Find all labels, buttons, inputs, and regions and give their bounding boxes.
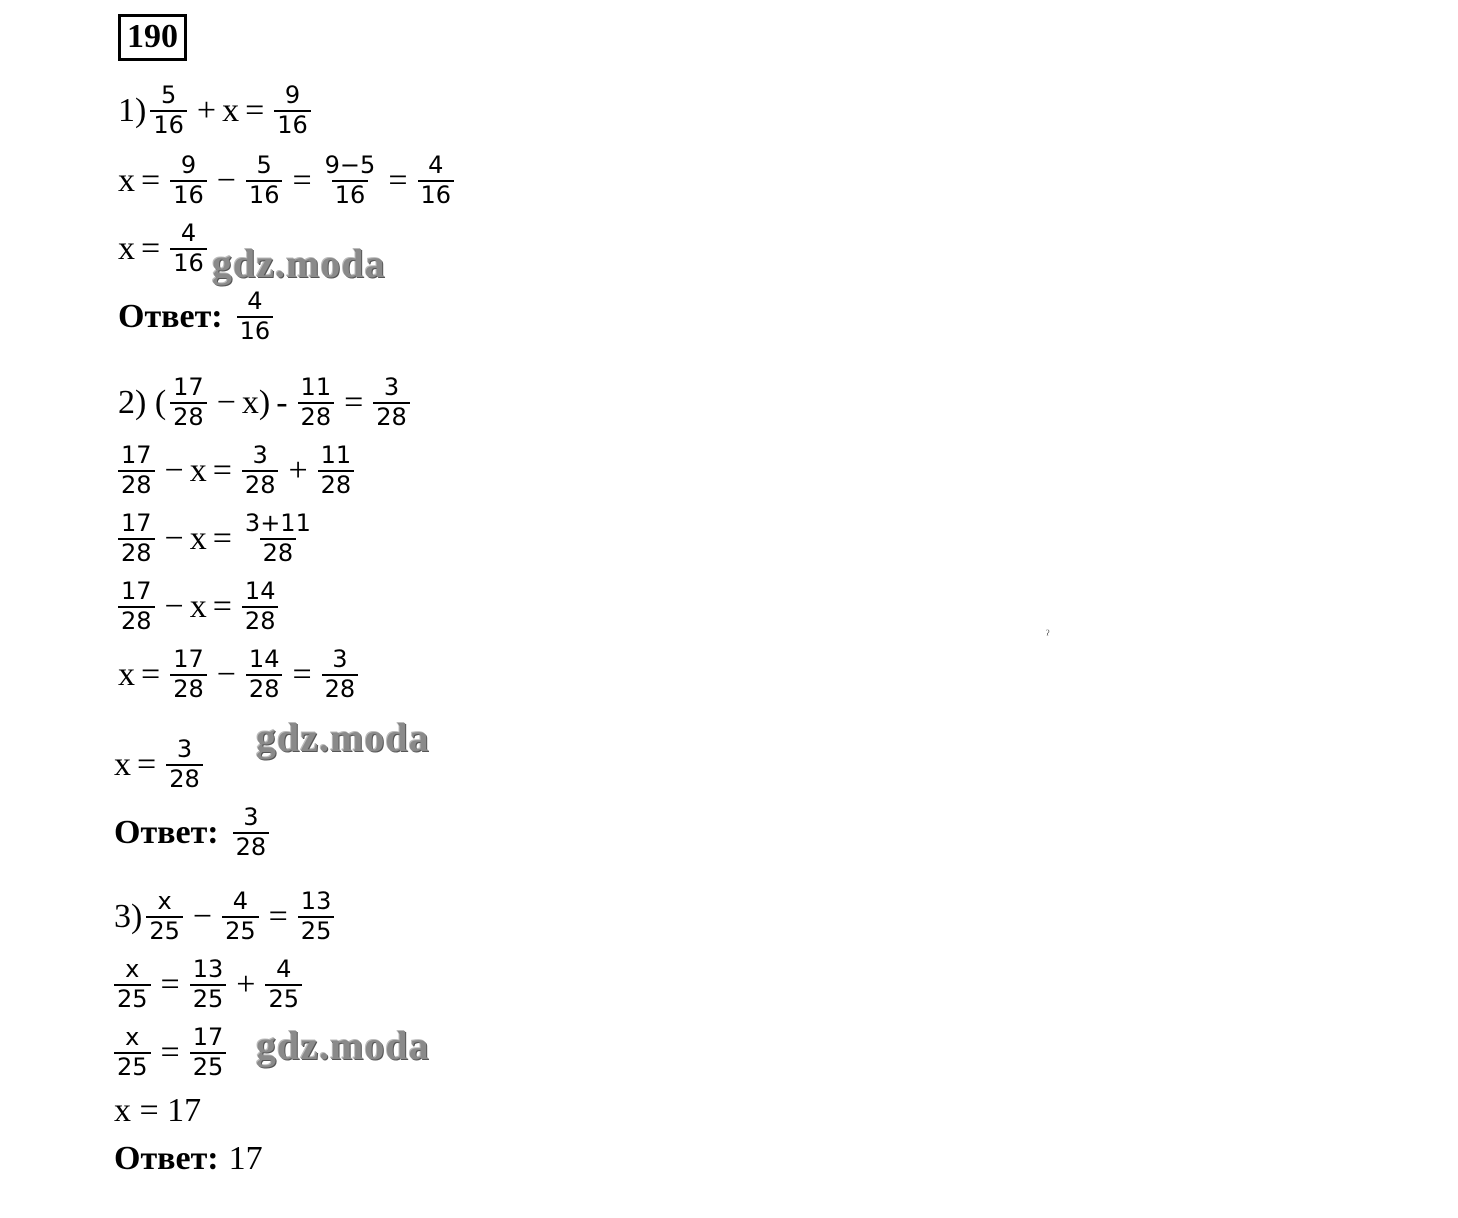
fraction: $\frac{11}{28}$ <box>298 374 335 431</box>
fraction: $\frac{17}{28}$ <box>170 646 207 703</box>
p3-line-3: $\frac{x}{25}$ = $\frac{17}{25}$ <box>110 1024 230 1081</box>
p2-label: 2) ( <box>118 383 167 421</box>
fraction: $\frac{4}{16}$ <box>418 152 455 209</box>
fraction: $\frac{17}{28}$ <box>170 374 207 431</box>
fraction: $\frac{3}{28}$ <box>373 374 410 431</box>
fraction: $\frac{x}{25}$ <box>114 1024 151 1081</box>
fraction: $\frac{4}{25}$ <box>265 956 302 1013</box>
fraction: $\frac{9}{16}$ <box>274 82 311 139</box>
p3-line-2: $\frac{x}{25}$ = $\frac{13}{25}$ + $\frac{4}{25}$ <box>110 956 306 1013</box>
watermark: gdz.moda <box>212 241 386 286</box>
fraction: $\frac{9-5}{16}$ <box>324 151 376 209</box>
task-number: 190 <box>118 14 187 61</box>
p3-line-1: 3) $\frac{x}{25}$ − $\frac{4}{25}$ = $\frac{13}{25}$ <box>114 888 338 945</box>
fraction: $\frac{17}{28}$ <box>118 442 155 499</box>
fraction: $\frac{11}{28}$ <box>318 442 355 499</box>
fraction: $\frac{13}{25}$ <box>190 956 227 1013</box>
fraction: $\frac{17}{25}$ <box>190 1024 227 1081</box>
fraction: $\frac{17}{28}$ <box>118 578 155 635</box>
p3-label: 3) <box>114 897 143 935</box>
watermark: gdz.moda <box>256 1023 430 1068</box>
fraction: $\frac{x}{25}$ <box>146 888 183 945</box>
p1-line-3: x = $\frac{4}{16}$ <box>118 220 211 277</box>
fraction: $\frac{14}{28}$ <box>242 578 279 635</box>
stray-mark: ˀ <box>1046 628 1050 643</box>
fraction: $\frac{x}{25}$ <box>114 956 151 1013</box>
fraction: $\frac{4}{16}$ <box>237 288 274 345</box>
fraction: $\frac{3}{28}$ <box>322 646 359 703</box>
fraction: $\frac{4}{25}$ <box>222 888 259 945</box>
p2-answer: Ответ: $\frac{3}{28}$ <box>114 804 273 861</box>
p2-line-4: $\frac{17}{28}$ − x = $\frac{14}{28}$ <box>114 578 282 635</box>
p1-line-2: x = $\frac{9}{16}$ − $\frac{5}{16}$ = $\frac{9-5}{16}$ = $\frac{4}{16}$ <box>118 152 458 209</box>
watermark: gdz.moda <box>256 715 430 760</box>
p2-line-1: 2) ( $\frac{17}{28}$ − x) - $\frac{11}{28}$ = $\frac{3}{28}$ <box>118 374 414 431</box>
fraction: $\frac{3}{28}$ <box>166 736 203 793</box>
fraction: $\frac{3}{28}$ <box>233 804 270 861</box>
p2-line-3: $\frac{17}{28}$ − x = $\frac{3+11}{28}$ <box>114 510 318 567</box>
p1-line-1: 1) $\frac{5}{16}$ + x = $\frac{9}{16}$ <box>118 82 315 139</box>
fraction: $\frac{14}{28}$ <box>246 646 283 703</box>
fraction: $\frac{13}{25}$ <box>298 888 335 945</box>
fraction: $\frac{3}{28}$ <box>242 442 279 499</box>
p2-line-6: x = $\frac{3}{28}$ <box>114 736 207 793</box>
p1-answer: Ответ: $\frac{4}{16}$ <box>118 288 277 345</box>
p2-line-5: x = $\frac{17}{28}$ − $\frac{14}{28}$ = $\frac{3}{28}$ <box>118 646 362 703</box>
fraction: $\frac{17}{28}$ <box>118 510 155 567</box>
fraction: $\frac{5}{16}$ <box>246 152 283 209</box>
fraction: $\frac{9}{16}$ <box>170 152 207 209</box>
fraction: $\frac{3+11}{28}$ <box>244 509 311 567</box>
fraction: $\frac{5}{16}$ <box>150 82 187 139</box>
p3-line-4: x = 17 <box>114 1092 202 1129</box>
p3-answer: Ответ: 17 <box>114 1140 263 1177</box>
p1-label: 1) <box>118 91 147 129</box>
p2-line-2: $\frac{17}{28}$ − x = $\frac{3}{28}$ + $\frac{11}{28}$ <box>114 442 358 499</box>
fraction: $\frac{4}{16}$ <box>170 220 207 277</box>
